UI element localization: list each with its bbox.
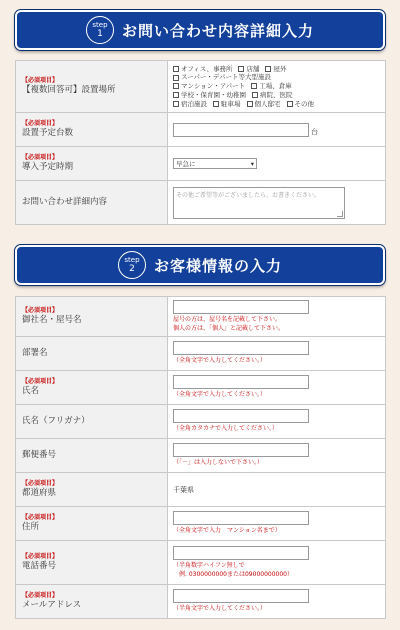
section2-header [15,245,385,285]
email-value-cell [168,585,386,619]
checkbox-icon [173,101,179,107]
step-badge: step 1 [86,16,114,44]
zip-label-cell [16,439,168,473]
pref-value-cell [168,473,386,507]
required-tag: 【必須項目】 [22,553,59,561]
checkbox-icon [247,101,253,107]
kana-row [16,405,386,439]
email-label-cell [16,585,168,619]
dept-input[interactable] [173,341,309,355]
name-label: 氏名 [22,385,40,396]
zip-row [16,439,386,473]
details-row [16,181,386,225]
address-row [16,507,386,541]
name-row [16,371,386,405]
name-input[interactable] [173,375,309,389]
address-input[interactable] [173,511,309,525]
place-checkbox-lodging[interactable]: 宿泊施設 [173,100,207,109]
details-label: お問い合わせ詳細内容 [22,197,108,208]
kana-input[interactable] [173,409,309,423]
email-row [16,585,386,619]
company-input[interactable] [173,300,309,314]
place-label-cell [16,61,168,113]
required-tag: 【必須項目】 [22,77,59,85]
phone-label-cell [16,541,168,585]
address-label-cell [16,507,168,541]
count-input[interactable] [173,123,309,137]
required-tag: 【必須項目】 [22,592,59,600]
timing-select[interactable]: 早急に ▾ [173,158,257,169]
step-badge: step 2 [118,251,146,279]
inquiry-details-table [15,60,386,225]
checkbox-icon [252,92,258,98]
required-tag: 【必須項目】 [22,378,59,386]
checkbox-icon [173,66,179,72]
checkbox-icon [173,83,179,89]
required-tag: 【必須項目】 [22,120,59,128]
pref-label: 都道府県 [22,487,57,498]
place-checkbox-outdoor[interactable]: 屋外 [265,65,286,74]
company-value-cell [168,297,386,337]
email-note: （半角文字で入力してください。） [173,605,267,613]
place-checkbox-office[interactable]: オフィス、事務所 [173,65,232,74]
place-checkbox-factory[interactable]: 工場、倉庫 [251,82,292,91]
kana-note: （全角カタカナで入力してください。） [173,425,279,433]
place-checkbox-large-facility[interactable]: スーパー・デパート等大型施設 [173,73,271,82]
email-input[interactable] [173,589,309,603]
checkbox-icon [265,66,271,72]
dept-row [16,337,386,371]
dept-label: 部署名 [22,348,48,359]
phone-row [16,541,386,585]
dept-note: （全角文字で入力してください。） [173,357,267,365]
checkbox-icon [173,75,179,81]
dept-label-cell [16,337,168,371]
phone-label: 電話番号 [22,560,57,571]
checkbox-icon [287,101,293,107]
chevron-down-icon: ▾ [250,159,254,168]
count-row [16,113,386,147]
name-value-cell [168,371,386,405]
section1-header [15,10,385,50]
pref-row [16,473,386,507]
checkbox-icon [213,101,219,107]
email-label: メールアドレス [22,599,82,610]
section2-title: お客様情報の入力 [153,256,282,275]
zip-label: 郵便番号 [22,450,57,461]
required-tag: 【必須項目】 [22,307,59,315]
pref-value: 千葉県 [173,485,194,494]
kana-label-cell [16,405,168,439]
zip-input[interactable] [173,443,309,457]
phone-value-cell [168,541,386,585]
checkbox-icon [238,66,244,72]
count-label-cell [16,113,168,147]
pref-label-cell [16,473,168,507]
place-checkbox-hospital[interactable]: 病院、医院 [252,91,293,100]
phone-input[interactable] [173,546,309,560]
place-options [168,61,386,113]
place-checkbox-store[interactable]: 店舗 [238,65,259,74]
company-label: 御社名・屋号名 [22,314,82,325]
place-checkbox-apartment[interactable]: マンション・アパート [173,82,245,91]
timing-label-cell [16,147,168,181]
dept-value-cell [168,337,386,371]
required-tag: 【必須項目】 [22,480,59,488]
name-note: （全角文字で入力してください。） [173,391,267,399]
place-checkbox-other[interactable]: その他 [287,100,315,109]
details-textarea[interactable]: その他ご希望等がございましたら、お書きください。 [173,187,345,219]
address-value-cell [168,507,386,541]
details-label-cell [16,181,168,225]
kana-value-cell [168,405,386,439]
details-value-cell [168,181,386,225]
company-row [16,297,386,337]
count-label: 設置予定台数 [22,127,74,138]
timing-value-cell [168,147,386,181]
count-value-cell [168,113,386,147]
required-tag: 【必須項目】 [22,154,59,162]
zip-note: （「－」は入力しないで下さい。） [173,459,264,467]
kana-label: 氏名（フリガナ） [22,416,90,427]
section1-title: お問い合わせ内容詳細入力 [121,21,314,40]
timing-label: 導入予定時期 [22,161,74,172]
count-unit: 台 [311,127,318,136]
checkbox-icon [173,92,179,98]
address-label: 住所 [22,521,40,532]
phone-note: （半角数字ハイフン無しで 例. 0300000000または09000000000） [173,562,293,578]
name-label-cell [16,371,168,405]
company-label-cell [16,297,168,337]
place-checkbox-school[interactable]: 学校・保育園・幼稚園 [173,91,246,100]
customer-info-table [15,296,386,619]
company-note: 屋号の方は、屋号名を記載して下さい。 個人の方は、「個人」と記載して下さい。 [173,316,285,332]
address-note: （全角文字で入力 マンション名まで） [173,527,281,535]
zip-value-cell [168,439,386,473]
required-tag: 【必須項目】 [22,514,59,522]
timing-row [16,147,386,181]
checkbox-icon [251,83,257,89]
place-checkbox-parking[interactable]: 駐車場 [213,100,241,109]
place-label: 【複数回答可】設置場所 [22,84,116,95]
place-checkbox-residence[interactable]: 個人邸宅 [247,100,281,109]
place-row [16,61,386,113]
